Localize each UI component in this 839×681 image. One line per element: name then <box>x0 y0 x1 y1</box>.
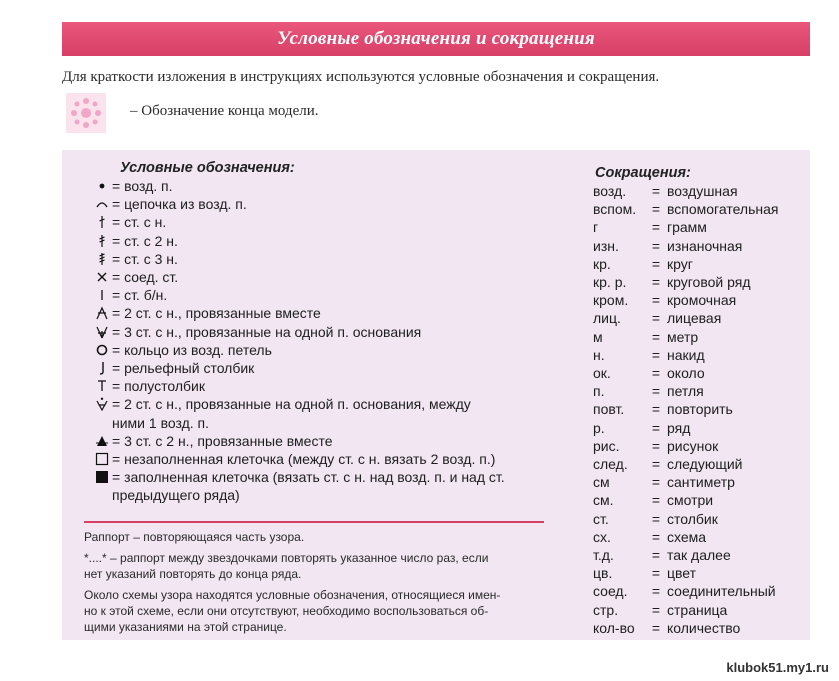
symbol-text: = полустолбик <box>112 378 206 395</box>
symbol-text: = кольцо из возд. петель <box>112 341 272 358</box>
abbreviation-full: метр <box>667 328 699 345</box>
symbol-text: = ст. с н. <box>112 214 167 231</box>
abbreviation-eq: = <box>651 437 661 454</box>
symbol-text: = 3 ст. с 2 н., провязанные вместе <box>112 432 333 449</box>
abbreviation-row <box>593 564 803 582</box>
symbol-text: = незаполненная клеточка (между ст. с н. вязать 2 возд. п.) <box>112 451 496 468</box>
abbreviation-row <box>593 309 803 327</box>
abbreviation-row <box>593 546 803 564</box>
symbol-text: = ст. б/н. <box>112 287 168 304</box>
abbreviation-full: количество <box>667 619 741 636</box>
abbreviation-full: лицевая <box>667 310 722 327</box>
note-paragraph: *....* – раппорт между звездочками повторять указанное число раз, если нет указаний повторять до конца ряда. <box>84 551 489 581</box>
abbreviation-eq: = <box>651 310 661 327</box>
open-square-icon <box>92 450 112 468</box>
abbreviation-row <box>593 419 803 437</box>
abbreviation-full: грамм <box>667 219 707 236</box>
abbreviation-eq: = <box>651 583 661 600</box>
abbreviation-row <box>593 400 803 418</box>
abbreviation-full: вспомогательная <box>667 201 779 218</box>
dc-icon <box>92 213 112 231</box>
abbreviation-eq: = <box>651 274 661 291</box>
symbol-row <box>92 213 572 231</box>
abbreviation-full: так далее <box>667 547 731 564</box>
cross-icon <box>92 268 112 286</box>
abbreviation-eq: = <box>651 547 661 564</box>
abbreviation-short: н. <box>593 346 605 363</box>
symbol-row <box>92 377 572 395</box>
tr3tog-icon <box>92 432 112 450</box>
symbols-heading: Условные обозначения: <box>120 160 295 176</box>
abbreviation-short: м <box>593 328 603 345</box>
abbreviation-eq: = <box>651 528 661 545</box>
abbreviation-full: ряд <box>667 419 691 436</box>
divider <box>84 521 544 523</box>
end-mark-text: – Обозначение конца модели. <box>130 103 319 119</box>
abbreviation-row <box>593 346 803 364</box>
abbreviation-eq: = <box>651 492 661 509</box>
symbol-row <box>92 432 572 450</box>
abbreviation-short: ст. <box>593 510 609 527</box>
abbreviation-eq: = <box>651 292 661 309</box>
symbol-row <box>92 268 572 286</box>
abbreviation-row <box>593 455 803 473</box>
abbreviation-full: круг <box>667 255 693 272</box>
abbreviation-full: столбик <box>667 510 718 527</box>
abbreviation-short: вспом. <box>593 201 637 218</box>
symbol-row <box>92 250 572 268</box>
abbreviation-full: круговой ряд <box>667 274 751 291</box>
abbreviation-eq: = <box>651 346 661 363</box>
abbreviation-eq: = <box>651 619 661 636</box>
abbreviation-full: кромочная <box>667 292 737 309</box>
abbreviation-full: страница <box>667 601 728 618</box>
abbreviation-eq: = <box>651 601 661 618</box>
abbreviation-full: следующий <box>667 456 743 473</box>
abbreviation-short: повт. <box>593 401 625 418</box>
abbreviation-short: т.д. <box>593 547 614 564</box>
dot-icon <box>92 177 112 195</box>
abbreviation-full: схема <box>667 528 707 545</box>
symbol-row <box>92 195 572 213</box>
abbreviation-row <box>593 473 803 491</box>
abbreviation-row <box>593 273 803 291</box>
abbreviation-short: сх. <box>593 528 611 545</box>
symbol-text: = возд. п. <box>112 178 173 194</box>
banner-title: Условные обозначения и сокращения <box>62 22 810 56</box>
abbreviation-short: след. <box>593 456 628 473</box>
abbreviation-eq: = <box>651 328 661 345</box>
abbreviation-short: рис. <box>593 437 620 454</box>
abbreviation-eq: = <box>651 565 661 582</box>
abbreviation-short: см <box>593 474 610 491</box>
abbreviation-eq: = <box>651 255 661 272</box>
abbreviation-short: р. <box>593 419 605 436</box>
symbol-text: = 2 ст. с н., провязанные вместе <box>112 305 321 322</box>
abbreviation-full: цвет <box>667 565 697 582</box>
abbreviation-full: воздушная <box>667 183 738 199</box>
abbreviation-short: кр. р. <box>593 274 627 291</box>
symbols-list <box>92 177 572 505</box>
abbreviation-short: лиц. <box>593 310 621 327</box>
abbreviation-eq: = <box>651 219 661 236</box>
abbreviation-eq: = <box>651 419 661 436</box>
abbreviation-row <box>593 291 803 309</box>
v-stitch-icon <box>92 395 112 413</box>
abbreviation-row <box>593 182 803 200</box>
abbreviation-short: кр. <box>593 255 611 272</box>
abbreviation-full: смотри <box>667 492 714 509</box>
note-paragraph: Около схемы узора находятся условные обозначения, относящиеся имен- но к этой схеме, если они отсутствуют, необходимо воспользоваться об- щими указаниями на этой странице. <box>84 588 501 634</box>
notes-block <box>84 529 554 640</box>
symbol-text: = соед. ст. <box>112 269 179 286</box>
abbreviation-short: стр. <box>593 601 619 618</box>
abbreviation-full: изнаночная <box>667 237 743 254</box>
abbreviation-eq: = <box>651 510 661 527</box>
symbol-text: = цепочка из возд. п. <box>112 196 247 213</box>
intro-text: Для краткости изложения в инструкциях используются условные обозначения и сокращения. <box>62 69 660 85</box>
abbreviation-full: повторить <box>667 401 733 418</box>
abbreviation-row <box>593 382 803 400</box>
tr-icon <box>92 232 112 250</box>
abbreviation-full: соединительный <box>667 583 776 600</box>
abbreviation-short: кром. <box>593 292 629 309</box>
ring-icon <box>92 341 112 359</box>
abbreviation-full: петля <box>667 383 704 400</box>
symbol-row <box>92 450 572 468</box>
dc2tog-icon <box>92 304 112 322</box>
abbreviation-eq: = <box>651 365 661 382</box>
abbreviation-short: ок. <box>593 365 611 382</box>
abbreviation-short: соед. <box>593 583 628 600</box>
symbol-text: = ст. с 3 н. <box>112 250 178 267</box>
abbreviation-eq: = <box>651 383 661 400</box>
abbreviation-row <box>593 601 803 619</box>
symbol-text: = 3 ст. с н., провязанные на одной п. основания <box>112 323 422 340</box>
abbreviations-heading: Сокращения: <box>595 165 691 181</box>
abbreviation-full: накид <box>667 346 705 363</box>
abbreviation-full: сантиметр <box>667 474 735 491</box>
watermark: klubok51.my1.ru <box>726 660 829 675</box>
abbreviation-short: возд. <box>593 183 627 199</box>
dtr-icon <box>92 250 112 268</box>
abbreviation-row <box>593 364 803 382</box>
abbreviation-eq: = <box>651 201 661 218</box>
symbol-row <box>92 341 572 359</box>
shell3-icon <box>92 323 112 341</box>
symbol-text: = 2 ст. с н., провязанные на одной п. основания, между ними 1 возд. п. <box>112 396 471 431</box>
symbol-text: = заполненная клеточка (вязать ст. с н. над возд. п. и над ст. предыдущего ряда) <box>112 469 505 504</box>
abbreviations-list <box>593 182 803 637</box>
symbol-text: = ст. с 2 н. <box>112 232 178 249</box>
abbreviation-full: рисунок <box>667 437 719 454</box>
abbreviation-row <box>593 437 803 455</box>
abbreviation-eq: = <box>651 237 661 254</box>
arc-icon <box>92 195 112 213</box>
symbol-row <box>92 359 572 377</box>
sc-icon <box>92 286 112 304</box>
abbreviation-row <box>593 328 803 346</box>
abbreviation-short: п. <box>593 383 605 400</box>
symbol-row <box>92 286 572 304</box>
symbol-row <box>92 395 572 431</box>
abbreviation-full: около <box>667 365 705 382</box>
abbreviation-row <box>593 619 803 637</box>
abbreviation-eq: = <box>651 456 661 473</box>
abbreviation-row <box>593 510 803 528</box>
abbreviation-row <box>593 237 803 255</box>
symbol-text: = рельефный столбик <box>112 360 255 377</box>
abbreviation-short: г <box>593 219 599 236</box>
symbol-row <box>92 232 572 250</box>
end-of-model-icon <box>66 93 106 133</box>
abbreviation-row <box>593 528 803 546</box>
abbreviation-row <box>593 200 803 218</box>
filled-square-icon <box>92 468 112 486</box>
abbreviation-row <box>593 582 803 600</box>
abbreviation-row <box>593 491 803 509</box>
symbol-row <box>92 177 572 195</box>
abbreviation-short: цв. <box>593 565 613 582</box>
symbol-row <box>92 468 572 504</box>
symbol-row <box>92 323 572 341</box>
abbreviation-eq: = <box>651 474 661 491</box>
abbreviation-row <box>593 255 803 273</box>
abbreviation-eq: = <box>651 401 661 418</box>
note-paragraph: Раппорт – повторяющаяся часть узора. <box>84 530 305 544</box>
relief-icon <box>92 359 112 377</box>
abbreviation-short: см. <box>593 492 614 509</box>
abbreviation-row <box>593 218 803 236</box>
abbreviation-eq: = <box>651 183 661 199</box>
abbreviation-short: изн. <box>593 237 619 254</box>
abbreviation-short: кол-во <box>593 619 635 636</box>
hdc-icon <box>92 377 112 395</box>
symbol-row <box>92 304 572 322</box>
